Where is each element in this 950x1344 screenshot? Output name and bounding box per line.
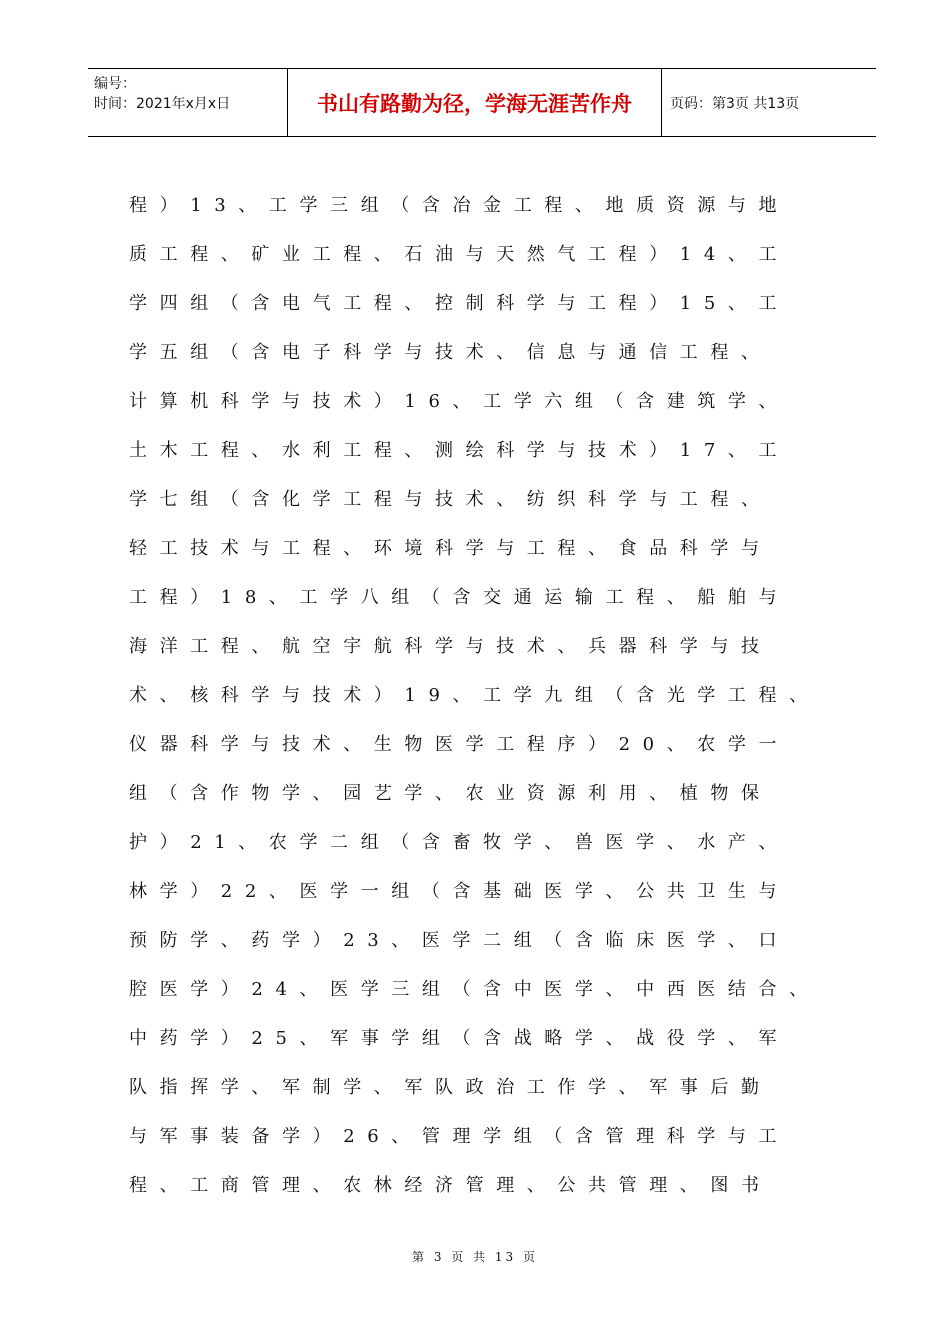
header-page-cell bbox=[662, 69, 876, 136]
body-line: 学五组（含电子科学与技术、信息与通信工程、 bbox=[129, 342, 772, 363]
page-header bbox=[88, 68, 876, 137]
page-footer bbox=[0, 1248, 950, 1265]
document-time-label: 时间：2021年x月x日 bbox=[94, 96, 231, 112]
body-line: 中药学）25、军事学组（含战略学、战役学、军 bbox=[129, 1028, 790, 1049]
body-line: 学七组（含化学工程与技术、纺织科学与工程、 bbox=[129, 489, 772, 510]
body-line: 与军事装备学）26、管理学组（含管理科学与工 bbox=[129, 1126, 790, 1147]
body-line: 术、核科学与技术）19、工学九组（含光学工程、 bbox=[129, 685, 820, 706]
document-body bbox=[129, 186, 839, 1215]
header-meta-cell bbox=[88, 69, 288, 136]
body-line: 质工程、矿业工程、石油与天然气工程）14、工 bbox=[129, 244, 790, 265]
body-line: 预防学、药学）23、医学二组（含临床医学、口 bbox=[129, 930, 790, 951]
header-motto-cell bbox=[288, 69, 662, 136]
body-line: 工程）18、工学八组（含交通运输工程、船舶与 bbox=[129, 587, 790, 608]
document-number-label: 编号： bbox=[94, 76, 136, 92]
body-line: 程）13、工学三组（含冶金工程、地质资源与地 bbox=[129, 195, 790, 216]
body-line: 程、工商管理、农林经济管理、公共管理、图书 bbox=[129, 1175, 772, 1196]
body-line: 组（含作物学、园艺学、农业资源利用、植物保 bbox=[129, 783, 772, 804]
body-line: 护）21、农学二组（含畜牧学、兽医学、水产、 bbox=[129, 832, 790, 853]
header-page-info: 页码：第3页 共13页 bbox=[670, 95, 800, 112]
body-line: 学四组（含电气工程、控制科学与工程）15、工 bbox=[129, 293, 790, 314]
body-line: 轻工技术与工程、环境科学与工程、食品科学与 bbox=[129, 538, 772, 559]
body-line: 队指挥学、军制学、军队政治工作学、军事后勤 bbox=[129, 1077, 772, 1098]
header-motto: 书山有路勤为径，学海无涯苦作舟 bbox=[317, 91, 632, 116]
footer-page-number: 第 3 页 共 13 页 bbox=[412, 1250, 538, 1264]
body-line: 腔医学）24、医学三组（含中医学、中西医结合、 bbox=[129, 979, 820, 1000]
body-line: 计算机科学与技术）16、工学六组（含建筑学、 bbox=[129, 391, 790, 412]
body-line: 土木工程、水利工程、测绘科学与技术）17、工 bbox=[129, 440, 790, 461]
body-line: 海洋工程、航空宇航科学与技术、兵器科学与技 bbox=[129, 636, 772, 657]
body-line: 仪器科学与技术、生物医学工程序）20、农学一 bbox=[129, 734, 790, 755]
body-line: 林学）22、医学一组（含基础医学、公共卫生与 bbox=[129, 881, 790, 902]
